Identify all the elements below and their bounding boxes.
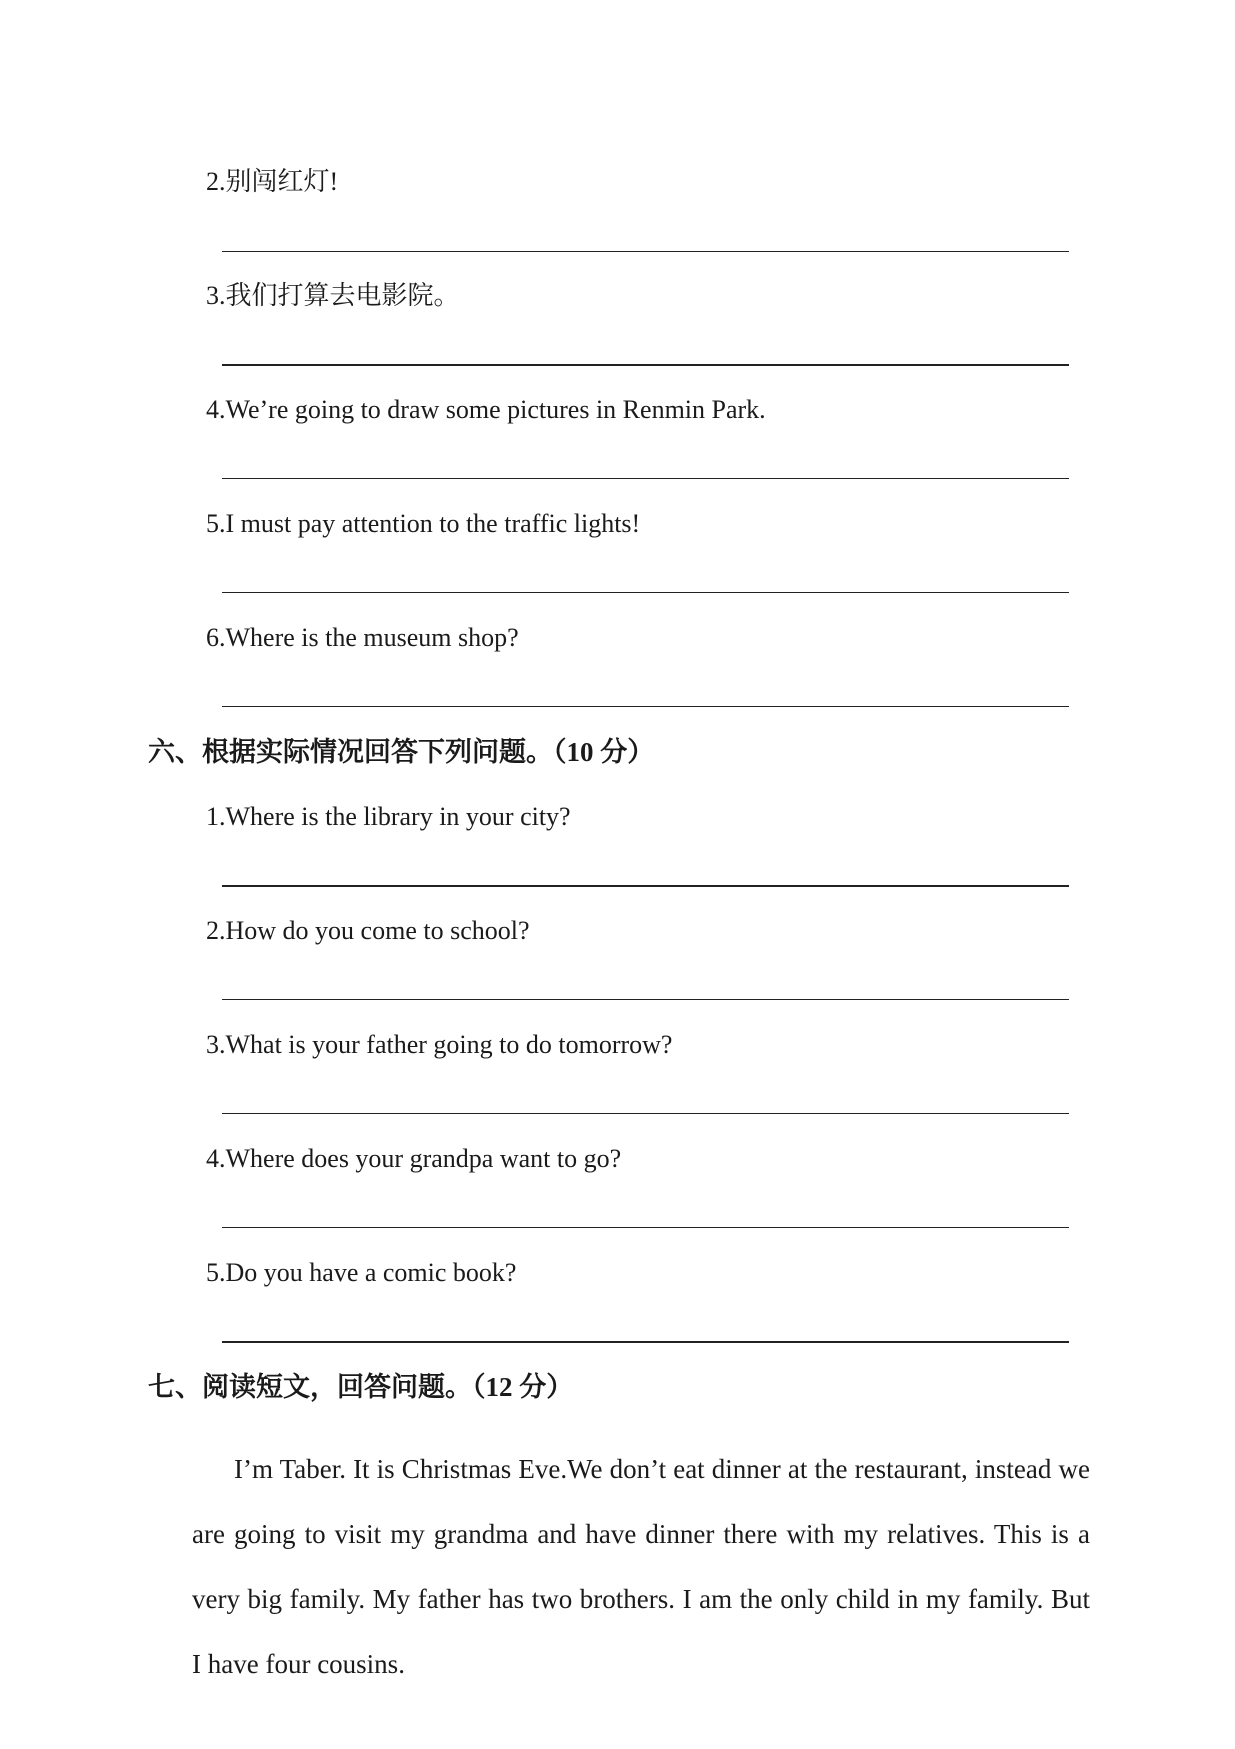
section-6-heading: 六、根据实际情况回答下列问题。（10 分） <box>148 737 655 767</box>
question-5-5: 5.I must pay attention to the traffic lights! <box>206 509 641 538</box>
answer-line-6-5 <box>222 1341 1069 1343</box>
question-6-5: 5.Do you have a comic book? <box>206 1258 517 1287</box>
question-6-3: 3.What is your father going to do tomorrow? <box>206 1030 673 1059</box>
section-7-heading: 七、阅读短文，回答问题。（12 分） <box>148 1372 574 1402</box>
question-6-4: 4.Where does your grandpa want to go? <box>206 1144 622 1173</box>
answer-line-6-1 <box>222 885 1069 887</box>
question-5-4: 4.We’re going to draw some pictures in Renmin Park. <box>206 395 766 424</box>
reading-passage <box>192 1437 1090 1697</box>
question-5-6: 6.Where is the museum shop? <box>206 623 519 652</box>
reading-passage-text: I’m Taber. It is Christmas Eve.We don’t eat dinner at the restaurant, instead we are going to visit my grandma and have dinner there with my relatives. This is a very big family. My father has two brothers. I am the only child in my family. But I have four cousins. <box>192 1454 1090 1679</box>
question-5-2: 2.别闯红灯! <box>206 167 339 196</box>
answer-line-5-3 <box>222 364 1069 366</box>
question-6-2: 2.How do you come to school? <box>206 916 530 945</box>
answer-line-6-3 <box>222 1113 1069 1114</box>
question-6-1: 1.Where is the library in your city? <box>206 802 571 831</box>
answer-line-6-4 <box>222 1227 1069 1228</box>
answer-line-6-2 <box>222 999 1069 1000</box>
question-5-3: 3.我们打算去电影院。 <box>206 281 460 310</box>
answer-line-5-5 <box>222 592 1069 593</box>
answer-line-5-4 <box>222 478 1069 479</box>
answer-line-5-2 <box>222 251 1069 252</box>
answer-line-5-6 <box>222 706 1069 707</box>
